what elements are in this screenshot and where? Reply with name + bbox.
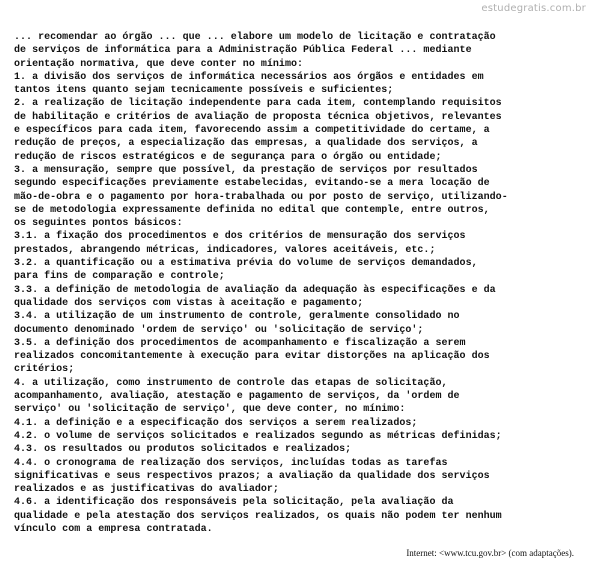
text-line: mão-de-obra e o pagamento por hora-trabalhada ou por posto de serviço, utilizando-: [14, 191, 508, 203]
text-line: para fins de comparação e controle;: [14, 271, 225, 283]
text-line: 3.3. a definição de metodologia de avaliação da adequação às especificações e da: [14, 284, 496, 296]
text-line: documento denominado 'ordem de serviço' ou 'solicitação de serviço';: [14, 324, 424, 336]
text-line: 3.4. a utilização de um instrumento de controle, geralmente consolidado no: [14, 311, 460, 323]
text-line: e específicos para cada item, favorecendo assim a competitividade do certame, a: [14, 125, 490, 137]
text-line: 3. a mensuração, sempre que possível, da prestação de serviços por resultados: [14, 164, 478, 176]
text-line: acompanhamento, avaliação, atestação e pagamento de serviços, da 'ordem de: [14, 391, 460, 403]
text-line: segundo especificações previamente estabelecidas, evitando-se a mera locação de: [14, 178, 490, 190]
text-line: qualidade e pela atestação dos serviços realizados, os quais não podem ter nenhum: [14, 510, 502, 522]
text-line: de habilitação e critérios de avaliação de proposta técnica objetivos, relevantes: [14, 111, 502, 123]
text-line: 3.5. a definição dos procedimentos de acompanhamento e fiscalização a serem: [14, 337, 466, 349]
text-line: os seguintes pontos básicos:: [14, 218, 183, 230]
text-line: 1. a divisão dos serviços de informática necessários aos órgãos e entidades em: [14, 71, 484, 83]
text-line: 4.2. o volume de serviços solicitados e realizados segundo as métricas definidas;: [14, 430, 502, 442]
text-line: redução de riscos estratégicos e de segurança para o órgão ou entidade;: [14, 151, 442, 163]
text-line: de serviços de informática para a Administração Pública Federal ... mediante: [14, 45, 472, 57]
text-line: 3.1. a fixação dos procedimentos e dos critérios de mensuração dos serviços: [14, 231, 466, 243]
text-line: prestados, abrangendo métricas, indicadores, valores aceitáveis, etc.;: [14, 244, 436, 256]
document-text: [14, 31, 584, 536]
source-citation: Internet: <www.tcu.gov.br> (com adaptações).: [406, 548, 574, 558]
text-line: 4. a utilização, como instrumento de controle das etapas de solicitação,: [14, 377, 448, 389]
text-line: 3.2. a quantificação ou a estimativa prévia do volume de serviços demandados,: [14, 258, 478, 270]
text-line: 4.4. o cronograma de realização dos serviços, incluídas todas as tarefas: [14, 457, 448, 469]
text-line: serviço' ou 'solicitação de serviço', que deve conter, no mínimo:: [14, 404, 406, 416]
text-line: realizados e as justificativas do avaliador;: [14, 484, 279, 496]
text-line: qualidade dos serviços com vistas à aceitação e pagamento;: [14, 297, 364, 309]
text-line: tantos itens quanto sejam tecnicamente possíveis e suficientes;: [14, 85, 394, 97]
text-line: critérios;: [14, 364, 75, 376]
text-line: se de metodologia expressamente definida no edital que contemple, entre outros,: [14, 204, 490, 216]
text-line: realizados concomitantemente à execução para evitar distorções na aplicação dos: [14, 351, 490, 363]
text-line: significativas e seus respectivos prazos; a avaliação da qualidade dos serviços: [14, 470, 490, 482]
text-line: 4.6. a identificação dos responsáveis pela solicitação, pela avaliação da: [14, 497, 454, 509]
site-watermark: estudegratis.com.br: [481, 3, 586, 14]
text-line: 4.1. a definição e a especificação dos serviços a serem realizados;: [14, 417, 418, 429]
text-line: 2. a realização de licitação independente para cada item, contemplando requisitos: [14, 98, 502, 110]
text-line: 4.3. os resultados ou produtos solicitados e realizados;: [14, 444, 352, 456]
text-line: redução de preços, a especialização das empresas, a qualidade dos serviços, a: [14, 138, 478, 150]
text-line: vínculo com a empresa contratada.: [14, 523, 213, 535]
text-line: orientação normativa, que deve conter no mínimo:: [14, 58, 304, 70]
text-line: ... recomendar ao órgão ... que ... elabore um modelo de licitação e contratação: [14, 32, 496, 43]
